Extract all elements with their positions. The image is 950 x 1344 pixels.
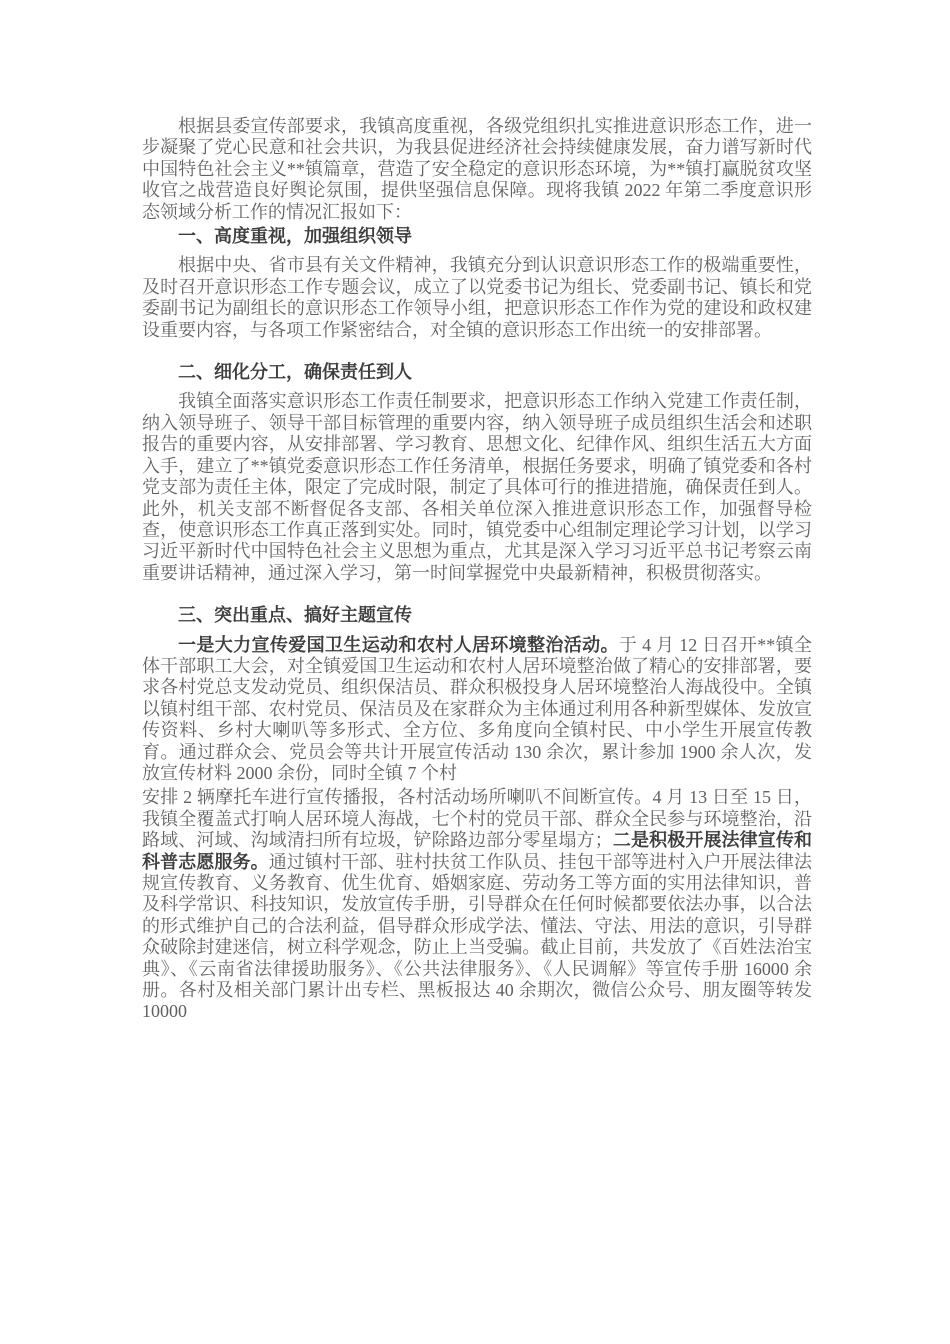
section-3-paragraph-continued [142, 787, 812, 1022]
section-3-heading-text: 三、突出重点、搞好主题宣传 [178, 605, 412, 626]
section-3-text: 于 4 月 12 日召开**镇全体干部职工大会，对全镇爱国卫生运动和农村人居环境整治做了精心的安排部署，要求各村党总支发动党员、组织保洁员、群众积极投身人居环境整治人海战役中。全镇以镇村组干部、农村党员、保洁员及在家群众为主体通过利用各种新型媒体、发放宣传资料、乡村大喇叭等多形式、全方位、多角度向全镇村民、中小学生开展宣传教育。通过群众会、党员会等共计开展宣传活动 130 余次，累计参加 1900 余人次，发放宣传材料 2000 余份，同时全镇 7 个村 [142, 634, 813, 783]
section-1-heading-text: 一、高度重视，加强组织领导 [178, 226, 412, 247]
section-2-heading-text: 二、细化分工，确保责任到人 [178, 362, 412, 383]
section-2-paragraph [142, 391, 812, 584]
intro-text: 根据县委宣传部要求，我镇高度重视，各级党组织扎实推进意识形态工作，进一步凝聚了党心民意和社会共识，为我县促进经济社会持续健康发展，奋力谱写新时代中国特色社会主义**镇篇章，营造了安全稳定的意识形态环境，为**镇打赢脱贫攻坚收官之战营造良好舆论氛围，提供坚强信息保障。现将我镇 2022 年第二季度意识形态领域分析工作的情况汇报如下： [142, 116, 812, 222]
section-2-heading [142, 362, 812, 383]
intro-paragraph [142, 116, 812, 223]
section-3-continued-text-a: 安排 2 辆摩托车进行宣传播报，各村活动场所喇叭不间断宣传。4 月 13 日至 15 日，我镇全覆盖式打响人居环境人海战，七个村的党员干部、群众全民参与环境整治，沿路域、河域、沟域清扫所有垃圾，铲除路边部分零星塌方； [142, 787, 812, 851]
section-1-heading [142, 226, 812, 247]
section-3-bold-lead-2: 二是积极开展法律宣传和科普志愿服务。 [142, 830, 813, 872]
section-3-bold-lead: 一是大力宣传爱国卫生运动和农村人居环境整治活动。 [178, 634, 619, 655]
section-3-continued-text-b: 通过镇村干部、驻村扶贫工作队员、挂包干部等进村入户开展法律法规宣传教育、义务教育、优生优育、婚姻家庭、劳动务工等方面的实用法律知识，普及科学常识、科技知识，发放宣传手册，引导群众在任何时候都要依法办事，以合法的形式维护自己的合法利益，倡导群众形成学法、懂法、守法、用法的意识，引导群众破除封建迷信，树立科学观念，防止上当受骗。截止目前，共发放了《百姓法治宝典》、《云南省法律援助服务》、《公共法律服务》、《人民调解》等宣传手册 16000 余册。各村及相关部门累计出专栏、黑板报达 40 余期次，微信公众号、朋友圈等转发 10000 [142, 851, 813, 1022]
section-2-text: 我镇全面落实意识形态工作责任制要求，把意识形态工作纳入党建工作责任制，纳入领导班子、领导干部目标管理的重要内容，纳入领导班子成员组织生活会和述职报告的重要内容，从安排部署、学习教育、思想文化、纪律作风、组织生活五大方面入手，建立了**镇党委意识形态工作任务清单，根据任务要求，明确了镇党委和各村党支部为责任主体，限定了完成时限，制定了具体可行的推进措施，确保责任到人。此外，机关支部不断督促各支部、各相关单位深入推进意识形态工作，加强督导检查，使意识形态工作真正落到实处。同时，镇党委中心组制定理论学习计划，以学习习近平新时代中国特色社会主义思想为重点，尤其是深入学习习近平总书记考察云南重要讲话精神，通过深入学习，第一时间掌握党中央最新精神，积极贯彻落实。 [142, 391, 812, 583]
section-1-text: 根据中央、省市县有关文件精神，我镇充分到认识意识形态工作的极端重要性，及时召开意识形态工作专题会议，成立了以党委书记为组长、党委副书记、镇长和党委副书记为副组长的意识形态工作领导小组，把意识形态工作作为党的建设和政权建设重要内容，与各项工作紧密结合，对全镇的意识形态工作出统一的安排部署。 [142, 255, 812, 340]
document-body [142, 116, 812, 1023]
section-1-paragraph [142, 255, 812, 341]
section-3-heading [142, 605, 812, 626]
section-3-paragraph [142, 635, 812, 785]
